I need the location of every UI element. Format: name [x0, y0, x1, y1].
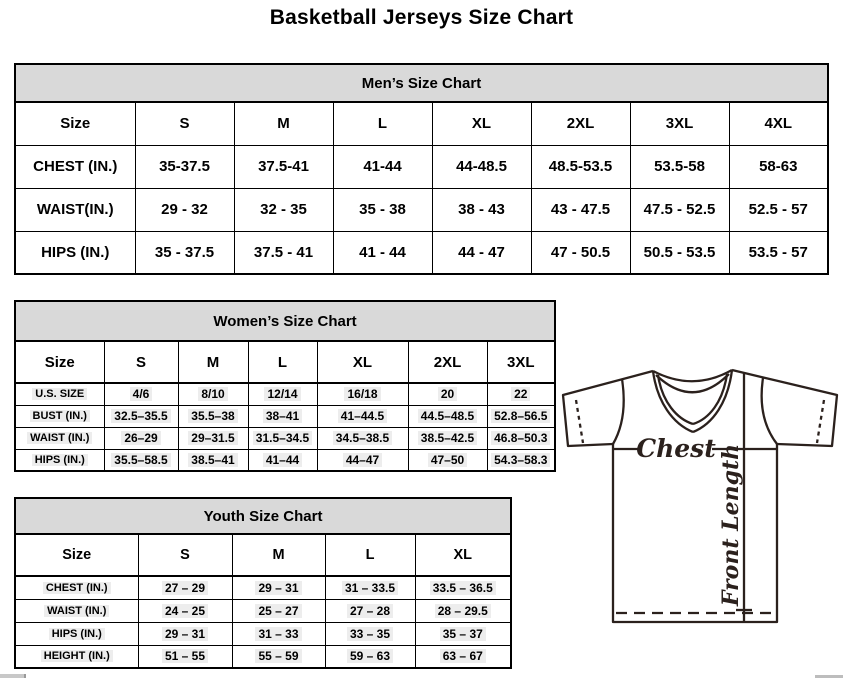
row-label: WAIST (IN.) — [15, 599, 138, 622]
size-cell: 38 - 43 — [432, 188, 531, 231]
size-cell: 38.5–42.5 — [408, 427, 487, 449]
size-cell: 25 – 27 — [232, 599, 325, 622]
table-row — [15, 231, 828, 274]
size-cell: 31 – 33.5 — [325, 576, 415, 599]
mens-column-header-row — [15, 102, 828, 145]
size-cell: 53.5-58 — [630, 145, 729, 188]
womens-size-table — [14, 300, 556, 472]
size-cell: 41-44 — [333, 145, 432, 188]
womens-chart-title: Women’s Size Chart — [15, 301, 555, 341]
col-header: S — [104, 341, 178, 383]
womens-column-header-row — [15, 341, 555, 383]
col-header-size: Size — [15, 102, 135, 145]
table-row — [15, 449, 555, 471]
table-row — [15, 622, 511, 645]
row-label: HIPS (IN.) — [15, 231, 135, 274]
col-header: 4XL — [729, 102, 828, 145]
size-cell: 27 – 29 — [138, 576, 232, 599]
size-cell: 37.5 - 41 — [234, 231, 333, 274]
size-cell: 35 - 38 — [333, 188, 432, 231]
size-cell: 33 – 35 — [325, 622, 415, 645]
table-row — [15, 645, 511, 668]
size-cell: 24 – 25 — [138, 599, 232, 622]
table-row — [15, 599, 511, 622]
horizontal-scrollbar-fragment-right[interactable] — [815, 675, 843, 678]
womens-size-chart — [14, 300, 556, 472]
size-cell: 29 – 31 — [138, 622, 232, 645]
col-header: L — [325, 534, 415, 576]
size-cell: 32 - 35 — [234, 188, 333, 231]
youth-size-table — [14, 497, 512, 669]
size-cell: 48.5-53.5 — [531, 145, 630, 188]
youth-chart-header — [15, 498, 511, 534]
table-row — [15, 405, 555, 427]
size-cell: 54.3–58.3 — [487, 449, 555, 471]
table-row — [15, 383, 555, 405]
size-cell: 41–44 — [248, 449, 317, 471]
col-header-size: Size — [15, 534, 138, 576]
size-cell: 35-37.5 — [135, 145, 234, 188]
horizontal-scrollbar-fragment-left[interactable] — [0, 674, 26, 678]
row-label: WAIST(IN.) — [15, 188, 135, 231]
mens-size-table — [14, 63, 829, 275]
womens-chart-header — [15, 301, 555, 341]
size-cell: 34.5–38.5 — [317, 427, 408, 449]
col-header: M — [234, 102, 333, 145]
col-header: L — [333, 102, 432, 145]
row-label: BUST (IN.) — [15, 405, 104, 427]
size-cell: 55 – 59 — [232, 645, 325, 668]
size-cell: 31.5–34.5 — [248, 427, 317, 449]
row-label: U.S. SIZE — [15, 383, 104, 405]
size-cell: 29 – 31 — [232, 576, 325, 599]
size-cell: 31 – 33 — [232, 622, 325, 645]
table-row — [15, 188, 828, 231]
size-cell: 50.5 - 53.5 — [630, 231, 729, 274]
jersey-left-cuff-dashed-line — [576, 400, 583, 443]
col-header: S — [138, 534, 232, 576]
size-cell: 26–29 — [104, 427, 178, 449]
mens-chart-title: Men’s Size Chart — [15, 64, 828, 102]
mens-size-chart — [14, 63, 829, 275]
size-cell: 63 – 67 — [415, 645, 511, 668]
size-cell: 41 - 44 — [333, 231, 432, 274]
size-cell: 52.5 - 57 — [729, 188, 828, 231]
size-cell: 47 - 50.5 — [531, 231, 630, 274]
youth-column-header-row — [15, 534, 511, 576]
jersey-body — [613, 444, 777, 622]
col-header: M — [178, 341, 248, 383]
youth-size-chart — [14, 497, 512, 669]
size-cell: 33.5 – 36.5 — [415, 576, 511, 599]
size-cell: 22 — [487, 383, 555, 405]
col-header: L — [248, 341, 317, 383]
table-row — [15, 145, 828, 188]
jersey-right-seam — [762, 378, 777, 444]
col-header: 3XL — [630, 102, 729, 145]
row-label: HIPS (IN.) — [15, 449, 104, 471]
row-label: CHEST (IN.) — [15, 145, 135, 188]
col-header: 3XL — [487, 341, 555, 383]
size-cell: 41–44.5 — [317, 405, 408, 427]
size-cell: 47.5 - 52.5 — [630, 188, 729, 231]
size-cell: 27 – 28 — [325, 599, 415, 622]
size-cell: 44.5–48.5 — [408, 405, 487, 427]
size-cell: 47–50 — [408, 449, 487, 471]
size-cell: 28 – 29.5 — [415, 599, 511, 622]
size-cell: 44–47 — [317, 449, 408, 471]
size-cell: 29 - 32 — [135, 188, 234, 231]
jersey-left-seam — [613, 379, 624, 444]
col-header: XL — [317, 341, 408, 383]
size-cell: 16/18 — [317, 383, 408, 405]
row-label: WAIST (IN.) — [15, 427, 104, 449]
size-cell: 32.5–35.5 — [104, 405, 178, 427]
size-cell: 35 – 37 — [415, 622, 511, 645]
row-label: HEIGHT (IN.) — [15, 645, 138, 668]
size-cell: 35.5–58.5 — [104, 449, 178, 471]
size-cell: 38–41 — [248, 405, 317, 427]
youth-chart-title: Youth Size Chart — [15, 498, 511, 534]
size-cell: 8/10 — [178, 383, 248, 405]
size-cell: 44-48.5 — [432, 145, 531, 188]
size-cell: 12/14 — [248, 383, 317, 405]
size-cell: 35 - 37.5 — [135, 231, 234, 274]
size-cell: 4/6 — [104, 383, 178, 405]
col-header: XL — [415, 534, 511, 576]
table-row — [15, 576, 511, 599]
jersey-right-cuff-dashed-line — [817, 400, 824, 443]
size-cell: 37.5-41 — [234, 145, 333, 188]
size-cell: 44 - 47 — [432, 231, 531, 274]
jersey-right-sleeve — [732, 370, 837, 446]
size-cell: 53.5 - 57 — [729, 231, 828, 274]
size-cell: 20 — [408, 383, 487, 405]
col-header: S — [135, 102, 234, 145]
size-cell: 58-63 — [729, 145, 828, 188]
size-cell: 43 - 47.5 — [531, 188, 630, 231]
size-cell: 51 – 55 — [138, 645, 232, 668]
col-header: 2XL — [531, 102, 630, 145]
table-row — [15, 427, 555, 449]
col-header-size: Size — [15, 341, 104, 383]
size-cell: 46.8–50.3 — [487, 427, 555, 449]
mens-chart-header — [15, 64, 828, 102]
size-cell: 29–31.5 — [178, 427, 248, 449]
size-cell: 52.8–56.5 — [487, 405, 555, 427]
col-header: XL — [432, 102, 531, 145]
col-header: 2XL — [408, 341, 487, 383]
size-cell: 59 – 63 — [325, 645, 415, 668]
jersey-collar-arc-outer — [653, 370, 732, 381]
jersey-diagram — [560, 362, 840, 654]
row-label: HIPS (IN.) — [15, 622, 138, 645]
row-label: CHEST (IN.) — [15, 576, 138, 599]
chest-label: Chest — [636, 434, 716, 463]
size-cell: 35.5–38 — [178, 405, 248, 427]
size-cell: 38.5–41 — [178, 449, 248, 471]
front-length-label: Front Length — [718, 443, 744, 607]
page-title: Basketball Jerseys Size Chart — [269, 6, 574, 29]
col-header: M — [232, 534, 325, 576]
jersey-outline-drawing — [560, 362, 840, 654]
